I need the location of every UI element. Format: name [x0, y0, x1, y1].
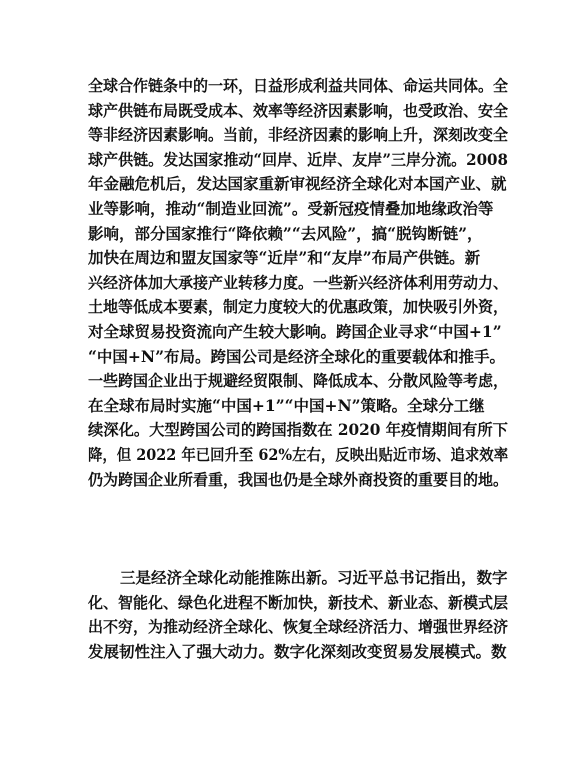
- text-line: 兴经济体加大承接产业转移力度。一些新兴经济体利用劳动力、: [88, 272, 508, 292]
- text-line: 球产供链布局既受成本、效率等经济因素影响，也受政治、安全: [88, 100, 508, 120]
- text-line: 球产供链。发达国家推动“回岸、近岸、友岸”三岸分流。2008: [88, 149, 508, 169]
- text-line: 发展韧性注入了强大动力。数字化深刻改变贸易发展模式。数: [88, 641, 507, 661]
- text-line: 三是经济全球化动能推陈出新。习近平总书记指出，数字: [120, 568, 508, 587]
- text-line: 一些跨国企业出于规避经贸限制、降低成本、分散风险等考虑，: [88, 371, 508, 391]
- text-line: “中国+N”布局。跨国公司是经济全球化的重要载体和推手。: [88, 346, 505, 366]
- text-line: 在全球布局时实施“中国+1”“中国+N”策略。全球分工继: [88, 395, 485, 415]
- text-line: 全球合作链条中的一环，日益形成利益共同体、命运共同体。全: [88, 76, 508, 95]
- paragraph-global-supply-chain: [88, 74, 508, 492]
- text-line: 化、智能化、绿色化进程不断加快，新技术、新业态、新模式层: [88, 592, 508, 612]
- text-line: 降，但 2022 年已回升至 62%左右，反映出贴近市场、追求效率: [88, 444, 509, 464]
- paragraph-globalization-momentum: [88, 566, 508, 664]
- text-line: 出不穷，为推动经济全球化、恢复全球经济活力、增强世界经济: [88, 617, 508, 637]
- text-line: 仍为跨国企业所看重，我国也仍是全球外商投资的重要目的地。: [88, 469, 508, 489]
- text-line: 土地等低成本要素，制定力度较大的优惠政策，加快吸引外资，: [88, 297, 508, 317]
- text-line: 等非经济因素影响。当前，非经济因素的影响上升，深刻改变全: [88, 125, 508, 145]
- text-line: 年金融危机后，发达国家重新审视经济全球化对本国产业、就: [88, 174, 507, 194]
- text-line: 影响，部分国家推行“降依赖”“去风险”，搞“脱钩断链”，: [88, 223, 483, 243]
- text-line: 加快在周边和盟友国家等“近岸”和“友岸”布局产供链。新: [88, 248, 481, 268]
- text-line: 续深化。大型跨国公司的跨国指数在 2020 年疫情期间有所下: [88, 420, 508, 440]
- text-line: 对全球贸易投资流向产生较大影响。跨国企业寻求“中国+1”: [88, 321, 502, 341]
- text-line: 业等影响，推动“制造业回流”。受新冠疫情叠加地缘政治等: [88, 198, 494, 218]
